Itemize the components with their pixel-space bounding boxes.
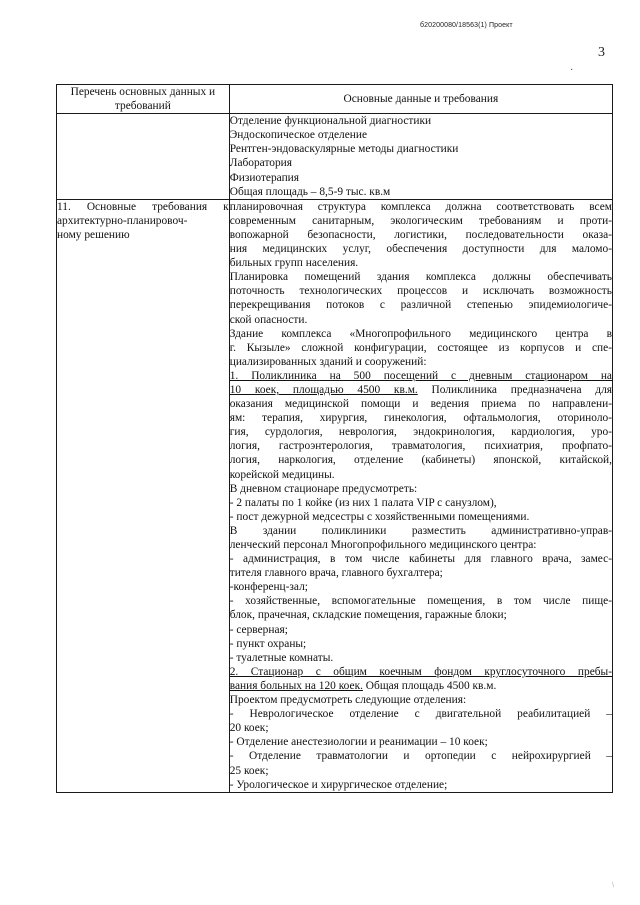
text-line: планировочная структура комплекса должна соответствовать всем: [229, 200, 612, 213]
text-line: Проектом предусмотреть следующие отделения:: [229, 694, 467, 707]
list-item: 20 коек;: [229, 722, 269, 735]
row2-left-cell: [57, 199, 230, 792]
list-item: - пункт охраны;: [229, 637, 307, 650]
text-line: циализированных зданий и сооружений:: [229, 355, 427, 368]
text-line: бильных групп населения.: [229, 257, 359, 270]
row2-right-cell: [229, 199, 612, 792]
stray-mark: ·: [570, 65, 574, 76]
text-line: ленческий персонал Многопрофильного медицинского центра:: [229, 539, 537, 551]
text-line: [230, 369, 612, 383]
text-line: вопожарной безопасности, логистики, последовательности оказа-: [229, 228, 612, 241]
text-line: ской опасности.: [229, 313, 308, 326]
text-line: г. Кызыле» сложной конфигурации, состоящее из корпусов и спе-: [229, 341, 612, 354]
list-item: - пост дежурной медсестры с хозяйственными помещениями.: [229, 510, 530, 523]
list-item: - Отделение анестезиологии и реанимации – 10 коек;: [229, 736, 488, 749]
hospital-heading: 2. Стационар с общим коечным фондом круглосуточного пребы-: [229, 665, 612, 678]
table-row: [57, 199, 613, 792]
corner-mark: /: [609, 880, 617, 889]
list-item: блок, прачечная, складские помещения, гаражные блоки;: [229, 609, 507, 622]
text-line: В здании поликлиники разместить административно-управ-: [229, 524, 612, 537]
list-item: - администрация, в том числе кабинеты для главного врача, замес-: [229, 553, 612, 566]
text-line: поточность технологических процессов и исключать возможность: [229, 285, 612, 298]
section-title-line: архитектурно-планировоч-: [57, 214, 188, 227]
row1-left-cell: [57, 114, 230, 200]
text-line: ям: терапия, хирургия, гинекология, офтальмология, оториноло-: [229, 412, 612, 425]
text-line: корейской медицины.: [229, 468, 335, 481]
polyclinic-heading-area: 10 коек, площадью 4500 кв.м.: [229, 383, 418, 396]
list-item: тителя главного врача, главного бухгалтера;: [229, 567, 443, 580]
text-line: [230, 679, 612, 693]
document-code: б20200080/18563(1) Проект: [420, 22, 513, 29]
hospital-heading-beds: вания больных на 120 коек.: [229, 679, 363, 692]
text-line: Планировка помещений здания комплекса должны обеспечивать: [229, 271, 612, 284]
text-line: [230, 665, 612, 679]
list-item: - хозяйственные, вспомогательные помещения, в том числе пище-: [229, 595, 612, 608]
text-line: Здание комплекса «Многопрофильного медицинского центра в: [229, 327, 612, 340]
text-line: перекрещивания потоков с различной степенью эпидемиологиче-: [229, 299, 612, 312]
list-item: - 2 палаты по 1 койке (из них 1 палата VIP с санузлом),: [229, 496, 497, 509]
department-line: Рентген-эндоваскулярные методы диагностики: [229, 143, 459, 156]
column-header-left: Перечень основных данных и требований: [57, 85, 230, 114]
requirements-table: [56, 84, 613, 793]
text-line: ния медицинских услуг, обеспечения доступности для маломо-: [229, 243, 612, 256]
list-item: - серверная;: [229, 623, 288, 636]
department-line: Физиотерапия: [229, 171, 300, 184]
polyclinic-text: Поликлиника предназначена для: [417, 383, 612, 396]
table-header-row: [57, 85, 613, 114]
text-line: логия, гастроэнтерология, травматология, психиатрия, профпато-: [229, 440, 612, 453]
list-item: - Отделение травматологии и ортопедии с нейрохирургией –: [229, 750, 612, 763]
column-header-right: Основные данные и требования: [229, 85, 612, 114]
row1-right-cell: [229, 114, 612, 200]
hospital-area-text: Общая площадь 4500 кв.м.: [362, 679, 497, 692]
text-line: логия, наркология, отделение (кабинеты) японской, китайской,: [229, 454, 612, 467]
section-title-line: ному решению: [57, 228, 130, 241]
list-item: -конференц-зал;: [229, 581, 308, 594]
department-line: Лаборатория: [229, 157, 292, 170]
department-line: Отделение функциональной диагностики: [229, 115, 432, 128]
section-title-line: 11. Основные требования к: [57, 200, 229, 213]
list-item: - Урологическое и хирургическое отделение;: [229, 778, 448, 791]
list-item: - Неврологическое отделение с двигательной реабилитацией –: [229, 708, 612, 721]
polyclinic-heading: 1. Поликлиника на 500 посещений с дневным стационаром на: [229, 369, 612, 382]
list-item: 25 коек;: [229, 764, 269, 777]
text-line: [230, 383, 612, 397]
table-row: [57, 114, 613, 200]
page-number: 3: [598, 45, 605, 60]
text-line: В дневном стационаре предусмотреть:: [229, 482, 418, 495]
text-line: гия, сурдология, неврология, эндокринология, кардиология, уро-: [229, 426, 612, 439]
total-area-line: Общая площадь – 8,5-9 тыс. кв.м: [229, 185, 391, 198]
department-line: Эндоскопическое отделение: [229, 129, 368, 142]
list-item: - туалетные комнаты.: [229, 651, 334, 664]
text-line: современным санитарным, экологическим требованиям и проти-: [229, 214, 612, 227]
text-line: оказания медицинской помощи и ведения приема по направлени-: [229, 398, 612, 411]
